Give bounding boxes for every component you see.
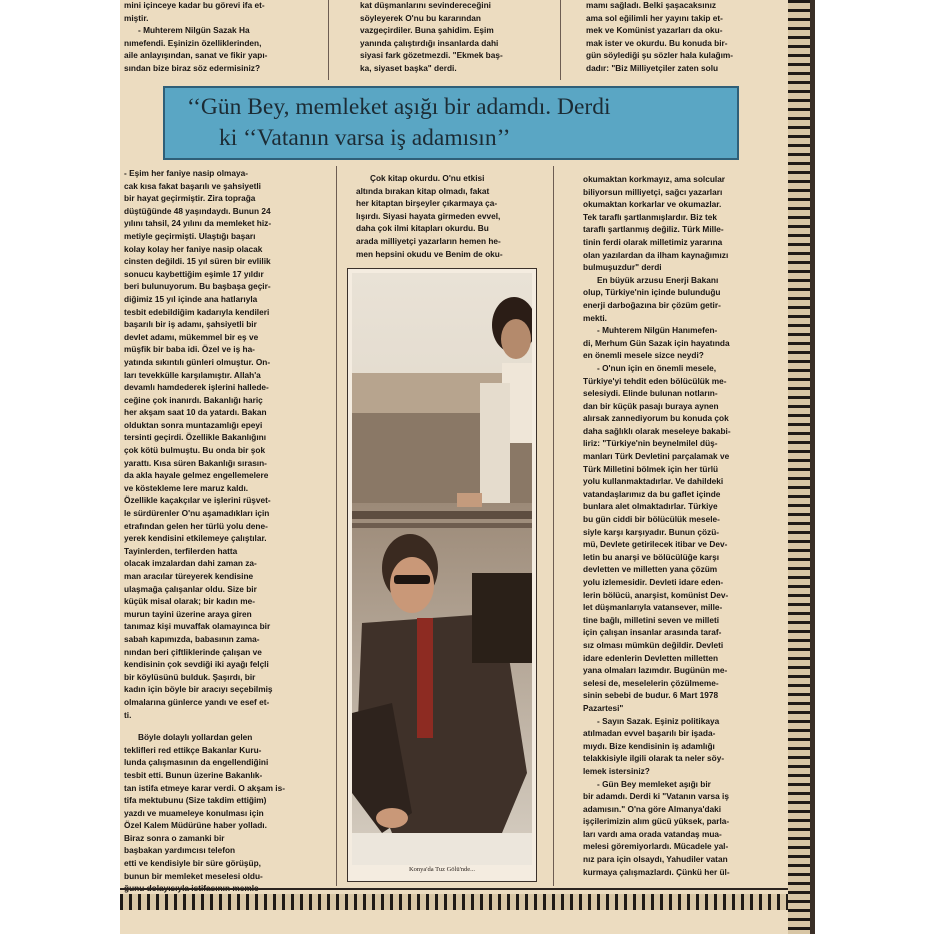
text-line: ceğine çok inanırdı. Bakanlığı hariç xyxy=(124,394,263,405)
text-line: manları Türk Devletini parçalamak ve xyxy=(583,451,730,462)
text-line: arada milliyetçi yazarların hemen he- xyxy=(356,235,501,246)
text-line: diğimiz 15 yıl içinde ana hatlarıyla xyxy=(124,293,258,304)
text-line: biliyorsun milliyetçi, sağcı yazarları xyxy=(583,186,723,197)
text-line: tanımaz kişi muvaffak olamayınca bir xyxy=(124,621,271,632)
text-line: her kitaptan birşeyler çıkarmaya ça- xyxy=(356,198,498,209)
text-line: bulmuşuzdur" derdi xyxy=(583,262,662,273)
text-line: ve köstekleme lere maruz kaldı. xyxy=(124,482,249,493)
text-line: için çalışan insanlar arasında taraf- xyxy=(583,627,722,638)
text-line: kadın için böyle bir aracıyı seçebilmiş xyxy=(124,684,273,695)
article-photo xyxy=(347,268,537,882)
text-line: kurmaya çalışmazlardı. Çünkü her ül- xyxy=(583,866,730,877)
text-line: yarattı. Kısa süren Bakanlığı sırasın- xyxy=(124,457,267,468)
text-line: taraflı şartlanmış değiliz. Türk Mille- xyxy=(583,224,724,235)
text-line: kendisinin çok sevdiği iki ayağı felçli xyxy=(124,659,269,670)
text-line: enerji darboğazına bir çözüm getir- xyxy=(583,299,721,310)
paragraph: ama sol eğilimli her yayını takip et- xyxy=(586,12,723,23)
text-line: işçilerimizin alım gücü yüksek, parla- xyxy=(583,816,730,827)
text-line: devletten ve milletten yana çözüm xyxy=(583,564,718,575)
column-rule xyxy=(336,166,337,886)
text-line: yolu kullanmaktadırlar. Ve dahildeki xyxy=(583,476,724,487)
text-line: Özellikle kaçakçılar ve işlerini rüşvet- xyxy=(124,495,271,506)
text-line: vatandaşlarımız da bu gaflet içinde xyxy=(583,488,721,499)
text-line: bu gün ciddi bir bölücülük mesele- xyxy=(583,514,720,525)
text-line: etti ve kendisiyle bir süre görüşüp, xyxy=(124,858,261,869)
text-line: olan yazılardan da ilham kaynağımızı xyxy=(583,249,729,260)
column-rule xyxy=(328,0,329,80)
pull-quote-line: ki ‘‘Vatanın varsa iş adamısın’’ xyxy=(219,125,511,151)
paragraph: ka, siyaset başka" derdi. xyxy=(360,62,457,73)
text-line: mekti. xyxy=(583,312,607,323)
text-line: düştüğünde 48 yaşındaydı. Bunun 24 xyxy=(124,205,271,216)
text-line: nız para için olsaydı, Yahudiler vatan xyxy=(583,854,728,865)
column-rule xyxy=(553,166,554,886)
text-line: lunda çalışmasının da engellendiğini xyxy=(124,757,269,768)
page-margin xyxy=(815,0,934,934)
text-line: yazdı ve muameleye konulması için xyxy=(124,807,264,818)
text-line: let düşmanlarıyla vatansever, mille- xyxy=(583,602,723,613)
text-line: telakkisiyle ilgili olarak ta neler söy- xyxy=(583,753,725,764)
text-line: tifa mektubunu (Size takdim ettiğim) xyxy=(124,795,267,806)
text-line: müşfik bir baba idi. Özel ve iş ha- xyxy=(124,344,255,355)
bottom-rule xyxy=(120,888,810,890)
text-line: kolay kolay her faniye nasip olacak xyxy=(124,243,263,254)
text-line: atılmadan evvel başarılı bir işada- xyxy=(583,728,716,739)
text-line: Biraz sonra o zamanki bir xyxy=(124,832,225,843)
paragraph: siyasi fark gözetmezdi. "Ekmek baş- xyxy=(360,50,503,61)
text-line: olup, Türkiye'nin içinde bulunduğu xyxy=(583,287,721,298)
text-line: Özel Kalem Müdürüne haber yolladı. xyxy=(124,820,267,831)
pull-quote-line: ‘‘Gün Bey, memleket aşığı bir adamdı. Derdi xyxy=(187,94,611,120)
text-line: selesi de, meselelerin çözülmeme- xyxy=(583,677,719,688)
text-line: ulaşmağa çalışanlar oldu. Size bir xyxy=(124,583,257,594)
text-line: beri bulunuyorum. Bu başbaşa geçir- xyxy=(124,281,271,292)
text-line: liriz: "Türkiye'nin beynelmilel düş- xyxy=(583,438,718,449)
text-line: yılını tahsil, 24 yılını da memleket hiz- xyxy=(124,218,272,229)
text-line: Tek taraflı şartlanmışlardır. Biz tek xyxy=(583,211,718,222)
text-line: devamlı hamdederek işlerini hallede- xyxy=(124,382,269,393)
text-line: yolu izlemesidir. Devleti idare eden- xyxy=(583,577,724,587)
text-line: teklifleri red ettikçe Bakanlar Kuru- xyxy=(124,744,262,755)
text-line: başarılı bir iş adamı, şahsiyetli bir xyxy=(124,319,257,330)
column-rule xyxy=(560,0,561,80)
text-line: Tayinlerden, terfilerden hatta xyxy=(124,545,238,556)
pull-quote-banner xyxy=(163,86,739,160)
text-line: bunun bir memleket meselesi oldu- xyxy=(124,870,263,881)
text-line: selesiydi. Elinde bulunan notların- xyxy=(583,388,718,399)
article-column-1 xyxy=(124,167,320,895)
text-line: melesi göremiyorlardı. Mücadele yal- xyxy=(583,841,729,852)
text-line: çok kötü bulmuştu. Bu onda bir şok xyxy=(124,445,266,456)
text-line: okumaktan korkarlar ve okumazlar. xyxy=(583,199,722,210)
text-line: etrafından gelen her türlü yolu dene- xyxy=(124,520,268,531)
paragraph: miştir. xyxy=(124,12,149,23)
paragraph: - Muhterem Nilgün Sazak Ha xyxy=(138,25,250,36)
text-line: ları tevekkülle karşılamıştır. Allah'a xyxy=(124,369,261,380)
paragraph: dadır: "Biz Milliyetçiler zaten solu xyxy=(586,62,719,73)
text-line: tesbit edebildiğim kadarıyla kendileri xyxy=(124,306,270,317)
paragraph: kat düşmanlarını sevindereceğini xyxy=(360,0,491,10)
text-line: lerin bölücü, anarşist, komünist Dev- xyxy=(583,589,729,600)
top-left-column xyxy=(124,0,319,75)
text-line: men hepsini okudu ve Benim de oku- xyxy=(356,248,503,259)
text-line: lemek istersiniz? xyxy=(583,765,650,776)
text-line: alırsak zannediyorum bu konuda çok xyxy=(583,413,729,424)
top-middle-column xyxy=(360,0,550,75)
text-line: olacak imzalardan dahi zaman za- xyxy=(124,558,257,569)
text-line: Çok kitap okurdu. O'nu etkisi xyxy=(370,173,485,183)
text-line: bunlara alet olmaktadırlar. Türkiye xyxy=(583,501,718,512)
paragraph: vazgeçirdiler. Buna şahidim. Eşim xyxy=(360,25,494,36)
paragraph: aile anlayışından, sanat ve fikir yapı- xyxy=(124,50,268,61)
text-line: bir adamdı. Derdi ki "Vatanın varsa iş xyxy=(583,791,729,802)
text-line: adamısın." O'na göre Almanya'daki xyxy=(583,803,722,814)
text-line: sinin sebebi de budur. 6 Mart 1978 xyxy=(583,690,719,701)
text-line: metiyle geçirmişti. Ulaştığı başarı xyxy=(124,230,256,241)
text-line: küçük misal olarak; bir kadın me- xyxy=(124,596,255,607)
photo-illustration xyxy=(352,273,532,865)
article-column-3 xyxy=(583,173,779,878)
paragraph: mak ister ve okurdu. Bu konuda bir- xyxy=(586,37,728,48)
text-line: olduktan sonra muntazamlığı epeyi xyxy=(124,419,263,430)
text-line: - Sayın Sazak. Eşiniz politikaya xyxy=(597,715,720,726)
text-line: tesbit etti. Bunun üzerine Bakanlık- xyxy=(124,769,263,780)
text-line: da akla hayale gelmez engellemelere xyxy=(124,470,269,481)
paragraph: söyleyerek O'nu bu kararından xyxy=(360,12,481,23)
text-line: le sürdürenler O'nu aşamadıkları için xyxy=(124,508,270,519)
text-line: devlet adamı, mükemmel bir eş ve xyxy=(124,331,259,342)
text-line: En büyük arzusu Enerji Bakanı xyxy=(597,274,719,285)
text-line: Böyle dolaylı yollardan gelen xyxy=(138,732,253,743)
photo-caption: Konya'da Tuz Gölü'nde... xyxy=(408,866,476,873)
paragraph: mek ve Komünist yazarları da oku- xyxy=(586,25,723,36)
article-column-2 xyxy=(356,172,546,260)
text-line: - Eşim her faniye nasip olmaya- xyxy=(124,168,249,178)
text-line: ları vardı ama orada vatandaş mua- xyxy=(583,828,722,839)
text-line: tinin ferdi olarak milletimiz yararına xyxy=(583,236,723,247)
text-line: olmalarına günlerce yandı ve esef et- xyxy=(124,696,270,707)
text-line: murun tayini üzerine araya giren xyxy=(124,608,252,619)
paragraph: nımefendi. Eşinizin özelliklerinden, xyxy=(124,37,262,48)
text-line: man aracılar türeyerek kendisine xyxy=(124,571,254,581)
text-line: başbakan yardımcısı telefon xyxy=(124,845,236,856)
text-line: en önemli mesele sizce neydi? xyxy=(583,350,704,361)
text-line: Pazartesi" xyxy=(583,702,624,713)
text-line: sabah kapımızda, babasının zama- xyxy=(124,633,260,644)
text-line: her akşam saat 10 da yatardı. Bakan xyxy=(124,407,267,418)
pull-quote xyxy=(187,92,727,154)
text-line: mü, Devlete getirilecek itibar ve Dev- xyxy=(583,539,728,550)
text-line: cinsten değildi. 15 yıl süren bir evlilik xyxy=(124,256,271,267)
spiral-binding-right xyxy=(788,0,810,934)
text-line: yana olmaları lazımdır. Bugünün me- xyxy=(583,665,728,676)
text-line: daha sağlıklı olarak meseleye bakabi- xyxy=(583,425,731,436)
text-line: yatında sıkıntılı günleri olmuştur. On- xyxy=(124,356,271,367)
text-line: siyle karşı karşıyadır. Bunun çözü- xyxy=(583,526,720,537)
text-line: tan istifa etmeye karar verdi. O akşam is- xyxy=(124,782,285,793)
text-line: Türkiye'yi tehdit eden bölücülük me- xyxy=(583,375,727,386)
text-line: Türk Milletini bölmek için her türlü xyxy=(583,463,719,474)
text-line: sız olması mümkün değildir. Devleti xyxy=(583,639,724,650)
text-line: bir hayat geçirmiştir. Zira toprağa xyxy=(124,193,256,204)
text-line: ti. xyxy=(124,709,132,720)
text-line: lışırdı. Siyasi hayata girmeden evvel, xyxy=(356,210,501,221)
text-line: yerek kendisini etkilemeye çalıştılar. xyxy=(124,533,267,544)
text-line: - Muhterem Nilgün Hanımefen- xyxy=(597,325,718,336)
text-line: dan bir küçük pasajı buraya aynen xyxy=(583,400,719,411)
text-line: tine bağlı, milletini seven ve milleti xyxy=(583,614,720,625)
paragraph: sından bize biraz söz edermisiniz? xyxy=(124,62,261,73)
text-line: sonucu kaybettiğim eşimle 17 yıldır xyxy=(124,268,264,279)
top-right-column xyxy=(586,0,776,75)
text-line: daha çok ilmi kitapları okurdu. Bu xyxy=(356,223,489,234)
text-line: altında bırakan kitap olmadı, fakat xyxy=(356,185,490,196)
text-line: letin bu anarşi ve bölücülüğe karşı xyxy=(583,551,720,562)
text-line: cak kısa fakat başarılı ve şahsiyetli xyxy=(124,180,261,191)
text-line: - Gün Bey memleket aşığı bir xyxy=(597,778,711,789)
photo-image xyxy=(352,273,532,865)
text-line: - O'nun için en önemli mesele, xyxy=(597,362,717,373)
text-line: idare edenlerin Devletten milletten xyxy=(583,652,719,663)
paragraph: mini içinceye kadar bu görevi ifa et- xyxy=(124,0,265,10)
text-line: di, Merhum Gün Sazak için hayatında xyxy=(583,337,730,348)
text-line: okumaktan korkmayız, ama solcular xyxy=(583,174,726,184)
paragraph: gün söylediği şu sözler hala kulağım- xyxy=(586,50,734,61)
text-line: bir köylüsünü bulduk. Şaşırdı, bir xyxy=(124,671,256,682)
paragraph: mamı sağladı. Belki şaşacaksınız xyxy=(586,0,717,10)
paragraph: yanında çalıştırdığı insanlarda dahi xyxy=(360,37,499,48)
text-line: mıydı. Bize kendisinin iş adamlığı xyxy=(583,740,715,751)
text-line: nından beri çiftliklerinde çalışan ve xyxy=(124,646,262,657)
spiral-binding-bottom xyxy=(120,894,810,910)
text-line: tersinti geçirdi. Özellikle Bakanlığını xyxy=(124,432,267,443)
